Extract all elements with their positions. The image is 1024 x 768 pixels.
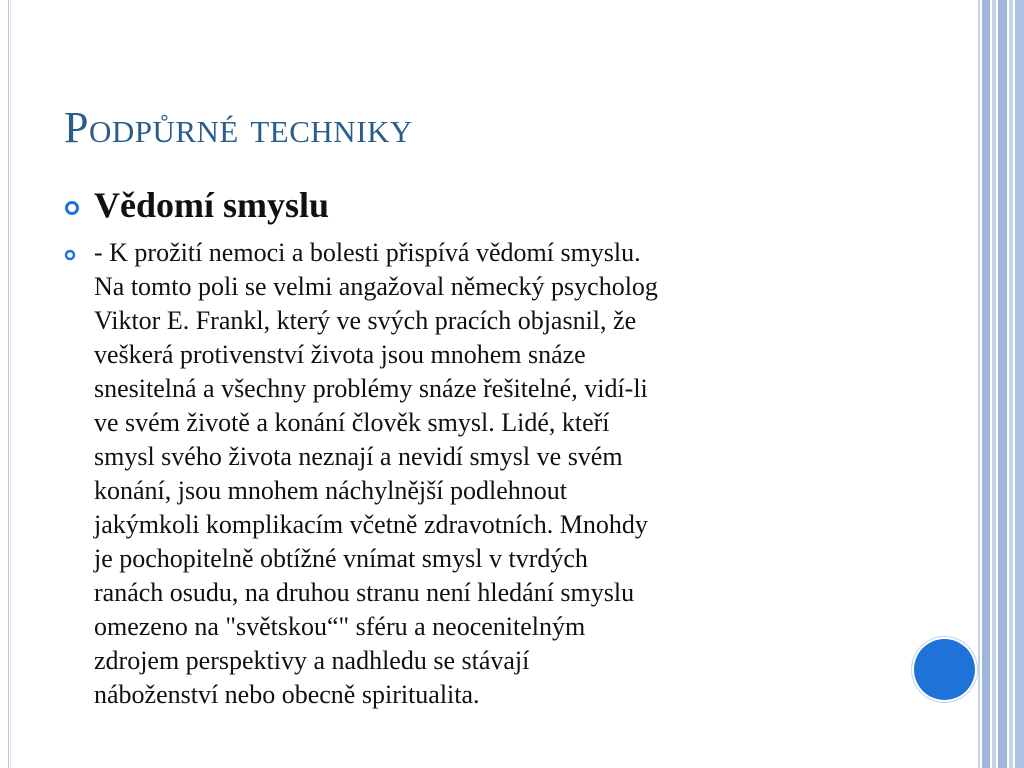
paragraph-line: snesitelná a všechny problémy snáze řešitelné, vidí-li xyxy=(94,374,648,403)
ring-bullet-icon xyxy=(64,249,76,261)
paragraph-line: - K prožití nemoci a bolesti přispívá vědomí smyslu. xyxy=(94,238,641,267)
blue-circle-icon xyxy=(914,639,975,700)
band-stripe xyxy=(998,0,1007,768)
bullet-paragraph xyxy=(64,236,874,712)
band-stripe xyxy=(1009,0,1013,768)
paragraph-line: konání, jsou mnohem náchylnější podlehnout xyxy=(94,476,567,505)
band-stripe xyxy=(992,0,996,768)
slide-title: Podpůrné techniky xyxy=(64,103,413,152)
paragraph-line: ve svém životě a konání člověk smysl. Lidé, kteří xyxy=(94,408,610,437)
paragraph-text xyxy=(94,236,874,712)
paragraph-line: ranách osudu, na druhou stranu není hledání smyslu xyxy=(94,578,635,607)
paragraph-line: omezeno na "světskou“" sféru a neocenitelným xyxy=(94,612,586,641)
band-stripe xyxy=(982,0,990,768)
band-stripe xyxy=(1015,0,1024,768)
band-stripe xyxy=(978,0,980,768)
paragraph-line: zdrojem perspektivy a nadhledu se stávají xyxy=(94,646,530,675)
ring-bullet-icon xyxy=(64,200,80,216)
paragraph-line: Viktor E. Frankl, který ve svých pracích objasnil, že xyxy=(94,306,637,335)
paragraph-line: Na tomto poli se velmi angažoval německý psycholog xyxy=(94,272,658,301)
bullet-subheading xyxy=(64,183,884,227)
paragraph-line: veškerá protivenství života jsou mnohem snáze xyxy=(94,340,586,369)
right-decorative-band xyxy=(978,0,1024,768)
subheading-text: Vědomí smyslu xyxy=(94,185,330,225)
paragraph-line: jakýmkoli komplikacím včetně zdravotních. Mnohdy xyxy=(94,510,648,539)
paragraph-line: náboženství nebo obecně spiritualita. xyxy=(94,680,480,709)
paragraph-line: smysl svého života neznají a nevidí smysl ve svém xyxy=(94,442,623,471)
paragraph-line: je pochopitelně obtížné vnímat smysl v tvrdých xyxy=(94,544,588,573)
left-frame-line-inner xyxy=(10,0,11,768)
left-frame-line xyxy=(8,0,9,768)
